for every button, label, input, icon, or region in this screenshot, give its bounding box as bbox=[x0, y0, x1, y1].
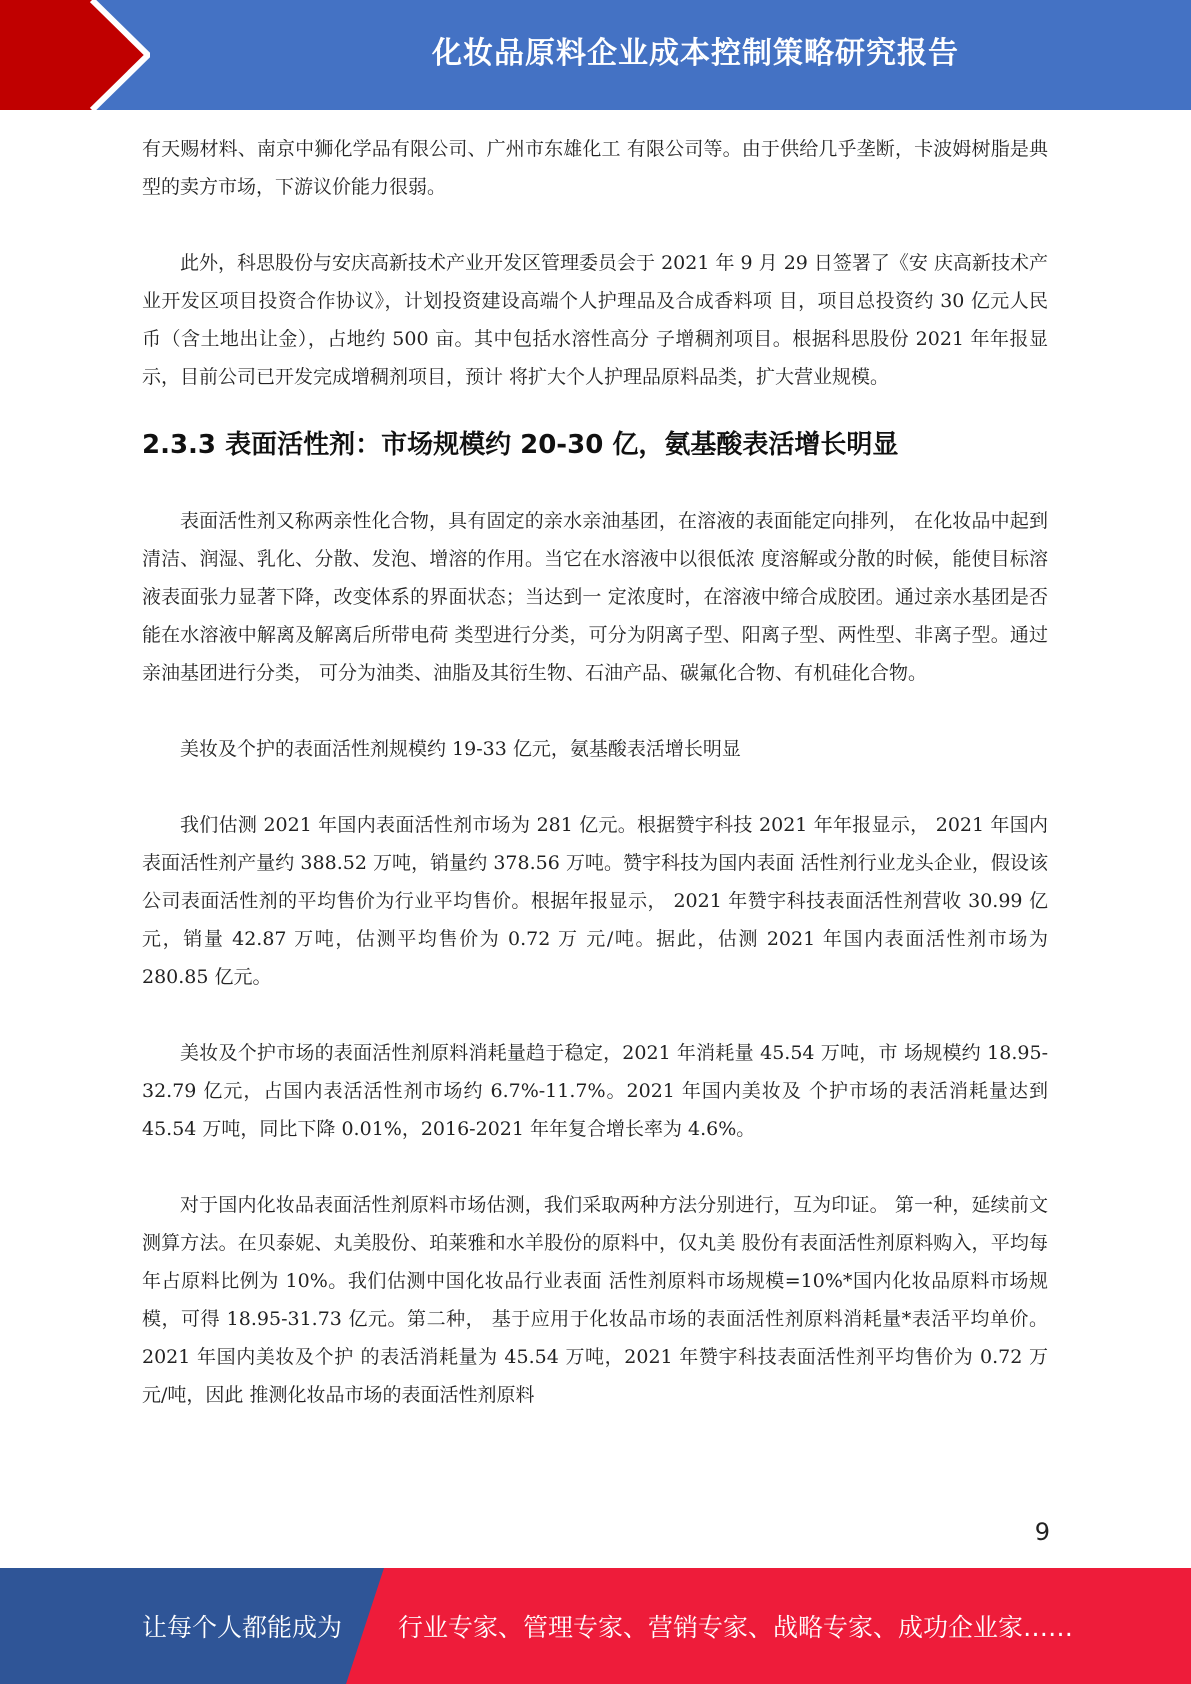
page-header bbox=[0, 0, 1191, 110]
paragraph-estimation-methods: 对于国内化妆品表面活性剂原料市场估测，我们采取两种方法分别进行，互为印证。 第一种，延续前文测算方法。在贝泰妮、丸美股份、珀莱雅和水羊股份的原料中，仅丸美 股份有表面活性剂原料购入，平均每年占原料比例为 10%。我们估测中国化妆品行业表面 活性剂原料市场规模=10%*国内化妆品原料市场规模，可得 18.95-31.73 亿元。第二种， 基于应用于化妆品市场的表面活性剂原料消耗量*表活平均单价。2021 年国内美妆及个护 的表活消耗量为 45.54 万吨，2021 年赞宇科技表面活性剂平均售价为 0.72 万元/吨，因此 推测化妆品市场的表面活性剂原料 bbox=[142, 1194, 1048, 1406]
page-number: 9 bbox=[1034, 1518, 1050, 1546]
header-red-chevron bbox=[0, 0, 150, 110]
paragraph-carbomer-suppliers: 有天赐材料、南京中狮化学品有限公司、广州市东雄化工 有限公司等。由于供给几乎垄断，卡波姆树脂是典型的卖方市场，下游议价能力很弱。 bbox=[142, 138, 1048, 198]
document-body bbox=[142, 130, 1048, 1414]
paragraph-kesi-investment: 此外，科思股份与安庆高新技术产业开发区管理委员会于 2021 年 9 月 29 日签署了《安 庆高新技术产业开发区项目投资合作协议》，计划投资建设高端个人护理品及合成香料项 目，项目总投资约 30 亿元人民币（含土地出让金），占地约 500 亩。其中包括水溶性高分 子增稠剂项目。根据科思股份 2021 年年报显示，目前公司已开发完成增稠剂项目，预计 将扩大个人护理品原料品类，扩大营业规模。 bbox=[142, 252, 1048, 388]
footer-slogan-right: 行业专家、管理专家、营销专家、战略专家、成功企业家…… bbox=[398, 1613, 1074, 1642]
page-footer bbox=[0, 1568, 1191, 1684]
paragraph-subheading-beauty-surfactant: 美妆及个护的表面活性剂规模约 19-33 亿元，氨基酸表活增长明显 bbox=[180, 738, 741, 760]
paragraph-beauty-consumption: 美妆及个护市场的表面活性剂原料消耗量趋于稳定，2021 年消耗量 45.54 万吨，市 场规模约 18.95-32.79 亿元，占国内表活活性剂市场约 6.7%-11.7%。2021 年国内美妆及 个护市场的表活消耗量达到 45.54 万吨，同比下降 0.01%，2016-2021 年年复合增长率为 4.6%。 bbox=[142, 1042, 1048, 1140]
paragraph-domestic-market-estimate: 我们估测 2021 年国内表面活性剂市场为 281 亿元。根据赞宇科技 2021 年年报显示， 2021 年国内表面活性剂产量约 388.52 万吨，销量约 378.56 万吨。赞宇科技为国内表面 活性剂行业龙头企业，假设该公司表面活性剂的平均售价为行业平均售价。根据年报显示， 2021 年赞宇科技表面活性剂营收 30.99 亿元，销量 42.87 万吨，估测平均售价为 0.72 万 元/吨。据此，估测 2021 年国内表面活性剂市场为 280.85 亿元。 bbox=[142, 814, 1048, 988]
section-heading-surfactants: 2.3.3 表面活性剂：市场规模约 20-30 亿，氨基酸表活增长明显 bbox=[142, 430, 899, 460]
paragraph-surfactant-definition: 表面活性剂又称两亲性化合物，具有固定的亲水亲油基团，在溶液的表面能定向排列， 在化妆品中起到清洁、润湿、乳化、分散、发泡、增溶的作用。当它在水溶液中以很低浓 度溶解或分散的时候，能使目标溶液表面张力显著下降，改变体系的界面状态；当达到一 定浓度时，在溶液中缔合成胶团。通过亲水基团是否能在水溶液中解离及解离后所带电荷 类型进行分类，可分为阴离子型、阳离子型、两性型、非离子型。通过亲油基团进行分类， 可分为油类、油脂及其衍生物、石油产品、碳氟化合物、有机硅化合物。 bbox=[142, 510, 1048, 684]
footer-slogan-left: 让每个人都能成为 bbox=[142, 1613, 343, 1642]
header-title: 化妆品原料企业成本控制策略研究报告 bbox=[432, 36, 959, 71]
